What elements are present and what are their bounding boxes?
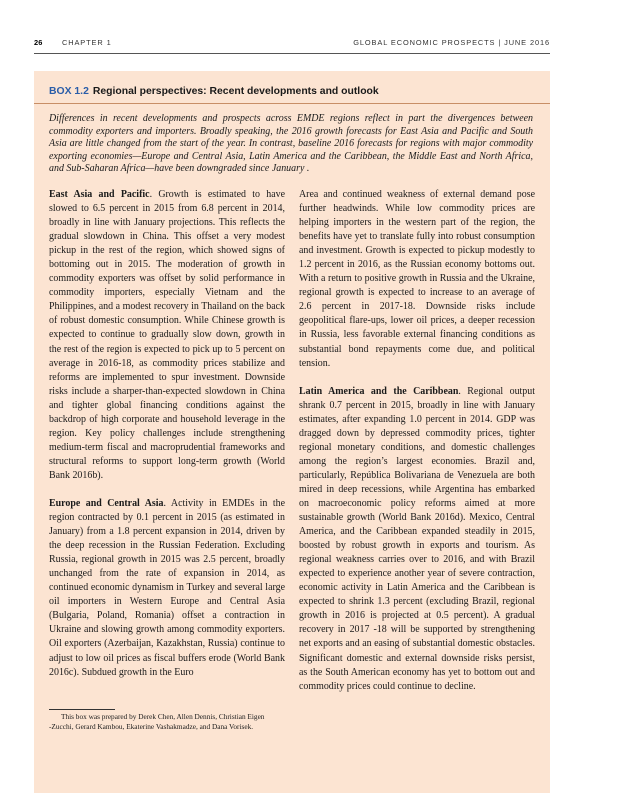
footnote-line-2: -Zucchi, Gerard Kambou, Ekaterine Vashakmadze, and Dana Vorisek. — [49, 722, 254, 731]
east-asia-body: . Growth is estimated to have slowed to 6.5 percent in 2015 from 6.8 percent in 2014, broadly in line with January projections. This reflects the gradual slowdown in China. This offset a very modest pickup in the rest of the region, which showed signs of bottoming out in 2015. The moderation of growth in commodity exporters was offset by solid performance in commodity importers, especially Vietnam and the Philippines, and a modest recovery in Thailand on the back of robust domestic consumption. While Chinese growth is expected to continue to gradually slow down, growth in the rest of the region is expected to pick up to 5 percent on average in 2016-18, as commodity prices stabilize and reforms are implemented to spur investment. Downside risks include a sharper-than-expected slowdown in China and tighter global financing conditions against the backdrop of high corporate and household leverage in the region. Key policy challenges include strengthening medium-term fiscal and macroprudential frameworks and structural reforms to support long-term growth (World Bank 2016b). — [49, 189, 286, 481]
europe-continued-paragraph: Area and continued weakness of external demand pose further headwinds. While low commodity prices are helping importers in the western part of the region, the benefits have yet to translate fully into robust consumption and investment. Growth is expected to pickup modestly to 1.2 percent in 2016, as the Russian economy bottoms out. With a return to positive growth in Russia and the Ukraine, regional growth is expected to increase to an average of 2.6 percent in 2017-18. Downside risks include geopolitical flare-ups, lower oil prices, a deeper recession in Russia, less favorable external financing conditions as substantial bond repayments come due, and political tension. — [299, 189, 535, 369]
latin-america-heading: Latin America and the Caribbean — [299, 385, 459, 397]
box-title — [49, 86, 379, 97]
europe-paragraph — [49, 497, 285, 680]
east-asia-heading: East Asia and Pacific — [49, 189, 150, 200]
latin-america-body: . Regional output shrank 0.7 percent in 2015, broadly in line with January estimates, after expanding 1.0 percent in 2014. GDP was dragged down by depressed commodity prices, tighter regional monetary conditions, and domestic challenges among the region’s largest economies. Brazil and, particularly, República Bolivariana de Venezuela are both mired in deep recessions, while Argentina has embarked on macroeconomic policy reforms aimed at more sustainable growth (World Bank 2016d). Mexico, Central America, and the Caribbean expanded steadily in 2015, boosted by robust growth in exports and tourism. As regional weakness carries over to 2016, and with Brazil expected to experience another year of severe contraction, economic activity in Latin America and the Caribbean is expected to shrink 1.3 percent (excluding Brazil, regional growth in 2016 is projected at 0.5 percent). A gradual recovery in 2017 -18 will be supported by strengthening net exports and an easing of substantial domestic obstacles. Significant domestic and external downside risks persist, as the South American economy has yet to bottom out and commodity prices could continue to decline. — [299, 385, 535, 692]
page-number: 26 — [34, 38, 43, 47]
box-intro: Differences in recent developments and prospects across EMDE regions reflect in part the divergences between commodity exporters and importers. Broadly speaking, the 2016 growth forecasts for East Asia and Pacific and South Asia are little changed from the start of the year. In contrast, baseline 2016 forecasts for regions with major commodity exporting economies—Europe and Central Asia, Latin America and the Caribbean, the Middle East and North Africa, and Sub-Saharan Africa—have been downgraded since January . — [49, 113, 533, 175]
box-title-text: Regional perspectives: Recent developments and outlook — [92, 86, 379, 97]
right-column — [299, 188, 535, 708]
chapter-label: CHAPTER 1 — [62, 38, 112, 47]
europe-body: . Activity in EMDEs in the region contracted by 0.1 percent in 2015 (as estimated in January) from a 1.8 percent expansion in 2014, driven by the deep recession in the Russian Federation. Excluding Russia, regional growth in 2015 was 2.5 percent, broadly unchanged from the rate of expansion in 2014, as continued economic dynamism in Turkey and several large oil importers in Western Europe and Central Asia (Bulgaria, Poland, Romania) offset a contraction in Ukraine and slowing growth among commodity exporters. Oil exporters (Azerbaijan, Kazakhstan, Russia) continue to adjust to low oil prices as fiscal buffers erode (World Bank 2016c). Subdued growth in the Euro — [49, 497, 285, 678]
box-panel — [34, 71, 550, 793]
header-rule — [34, 53, 550, 54]
report-title: GLOBAL ECONOMIC PROSPECTS | JUNE 2016 — [353, 38, 550, 47]
box-title-rule — [34, 103, 550, 104]
footnote-rule — [49, 709, 115, 710]
east-asia-paragraph — [49, 188, 285, 483]
footnote-line-1: This box was prepared by Derek Chen, Allen Dennis, Christian Eigen — [61, 712, 265, 721]
box-footnote — [49, 712, 285, 732]
latin-america-paragraph — [299, 385, 535, 694]
box-label: BOX 1.2 — [49, 86, 89, 97]
page-header — [34, 38, 550, 50]
europe-heading: Europe and Central Asia — [49, 497, 164, 509]
left-column — [49, 188, 285, 694]
